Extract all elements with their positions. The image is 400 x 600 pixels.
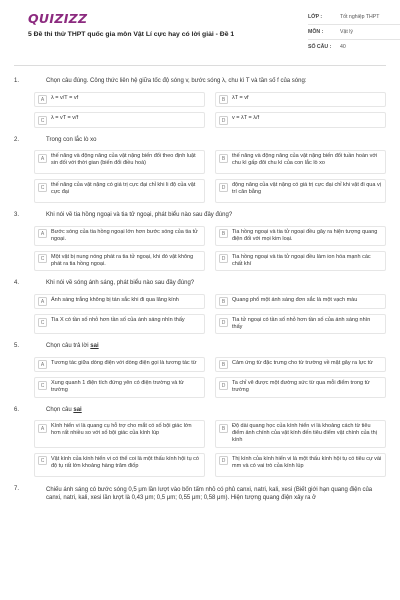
question-number: 2.: [14, 136, 20, 143]
answer-option-c[interactable]: [34, 314, 205, 334]
option-text: Xung quanh 1 điện tích đứng yên có điện trường và từ trường: [51, 380, 184, 394]
meta-value: Tốt nghiệp THPT: [340, 13, 380, 20]
option-letter: B: [219, 229, 228, 238]
question-header: [14, 78, 386, 86]
question-number: 1.: [14, 78, 20, 84]
answer-option-b[interactable]: [215, 420, 386, 447]
answer-option-a[interactable]: [34, 294, 205, 310]
option-letter: A: [38, 297, 47, 306]
question-header: [14, 486, 386, 502]
answer-option-d[interactable]: [215, 377, 386, 397]
question-text: Khi nói về tia hồng ngoại và tia tử ngoại, phát biểu nào sau đây đúng?: [46, 212, 233, 218]
option-text: Ta chỉ vẽ được một đường sức từ qua mỗi điểm trong từ trường: [232, 380, 370, 394]
answer-option-b[interactable]: [215, 226, 386, 246]
meta-value: 40: [340, 44, 346, 51]
option-letter: D: [219, 318, 228, 327]
answer-option-c[interactable]: [34, 377, 205, 397]
quizizz-logo[interactable]: QUIZIZZ: [28, 11, 88, 26]
answer-option-c[interactable]: [34, 179, 205, 203]
question-text: Khi nói về sóng ánh sáng, phát biểu nào sau đây đúng?: [46, 280, 195, 287]
question-number: 7.: [14, 485, 20, 492]
answer-option-d[interactable]: [215, 314, 386, 334]
answer-option-d[interactable]: [215, 112, 386, 128]
question-number: 4.: [14, 280, 20, 287]
question-header: [14, 407, 386, 415]
option-letter: A: [38, 229, 47, 238]
answer-option-b[interactable]: [215, 92, 386, 108]
option-letter: A: [38, 154, 47, 163]
answer-option-c[interactable]: [34, 453, 205, 477]
option-text: λ = v/T = vf: [51, 94, 79, 101]
question-7: [14, 486, 386, 502]
question-text: Chọn câu đúng. Công thức liên hệ giữa tốc độ sóng v, bước sóng λ, chu kì T và tần số f của sóng:: [46, 78, 307, 84]
option-text: Độ dài quang học của kính hiển vi là khoảng cách từ tiêu điểm ảnh chính của vật kính đến tiêu điểm vật chính của thị kính: [232, 423, 377, 444]
option-letter: B: [219, 424, 228, 433]
answer-option-b[interactable]: [215, 357, 386, 373]
answer-option-c[interactable]: [34, 112, 205, 128]
question-4: [14, 280, 386, 334]
answer-option-d[interactable]: [215, 251, 386, 271]
question-header: [14, 280, 386, 288]
question-number: 5.: [14, 343, 20, 350]
question-text-emphasis: sai: [73, 406, 82, 413]
option-letter: B: [219, 360, 228, 369]
question-header: [14, 343, 386, 351]
option-letter: A: [38, 95, 47, 104]
meta-row-grade: [308, 10, 400, 25]
answer-option-a[interactable]: [34, 357, 205, 373]
answer-option-a[interactable]: [34, 92, 205, 108]
meta-value: Vật lý: [340, 28, 353, 35]
option-text: Tia X có tần số nhỏ hơn tần số của ánh sáng nhìn thấy: [51, 317, 185, 324]
meta-row-subject: [308, 25, 400, 40]
option-text: thế năng và động năng của vật nặng biến đổi tuần hoàn với chu kì gấp đôi chu kì của con lắc lò xo: [232, 153, 378, 167]
page-title: 5 Đề thi thử THPT quốc gia môn Vật Lí cực hay có lời giải - Đề 1: [28, 31, 235, 38]
answer-option-d[interactable]: [215, 179, 386, 203]
option-letter: A: [38, 424, 47, 433]
option-letter: B: [219, 154, 228, 163]
option-text: Một vật bị nung nóng phát ra tia tử ngoại, khi đó vật không phát ra tia hồng ngoại.: [51, 253, 194, 267]
answer-option-b[interactable]: [215, 294, 386, 310]
option-text: Vật kính của kính hiển vi có thể coi là một thấu kính hội tụ có độ tụ rất lớn khoảng hàng trăm điốp: [51, 455, 199, 469]
answer-option-a[interactable]: [34, 420, 205, 447]
option-text: v = λT = λ/f: [232, 115, 260, 121]
option-text: Kính hiển vi là quang cụ hỗ trợ cho mắt có số bội giác lớn hơn rất nhiều so với số bội giác của kính lúp: [51, 423, 192, 437]
question-header: [14, 212, 386, 220]
meta-info-box: [308, 10, 400, 55]
answer-option-a[interactable]: [34, 226, 205, 246]
option-text: λT = vf: [232, 94, 249, 101]
option-letter: D: [219, 116, 228, 125]
question-header: [14, 137, 386, 145]
question-number: 3.: [14, 212, 20, 218]
answer-options: [14, 294, 386, 335]
question-text-plain: Chọn câu: [46, 406, 74, 413]
worksheet-header: [14, 0, 386, 66]
option-letter: C: [38, 456, 47, 465]
question-text: Chiếu ánh sáng có bước sóng 0,5 μm lần lượt vào bốn tấm nhỏ có phủ canxi, natri, kali, xesi (Biết giới hạn quang điện của canxi, natri, kali, xesi lần lượt là 0,43 μm; 0,5 μm; 0,55 μm; 0,58 μm). Hiện tượng quang điện xảy ra ở: [46, 486, 373, 501]
answer-options: [14, 92, 386, 128]
option-letter: D: [219, 381, 228, 390]
answer-options: [14, 226, 386, 272]
meta-label: SỐ CÂU :: [308, 44, 332, 51]
question-2: [14, 137, 386, 204]
question-number: 6.: [14, 406, 20, 413]
option-letter: B: [219, 95, 228, 104]
option-text: Bước sóng của tia hồng ngoại lớn hơn bước sóng của tia tử ngoại.: [51, 228, 198, 242]
option-text: Tia hồng ngoại và tia tử ngoại đều làm ion hóa mạnh các chất khí: [232, 253, 371, 267]
answer-option-d[interactable]: [215, 453, 386, 477]
answer-option-c[interactable]: [34, 251, 205, 271]
option-letter: C: [38, 381, 47, 390]
option-text: Cảm ứng từ đặc trưng cho từ trường về mặt gây ra lực từ: [232, 359, 373, 366]
option-letter: C: [38, 183, 47, 192]
question-5: [14, 343, 386, 397]
option-text: thế năng của vật nặng có giá trị cực đại chỉ khi li độ của vật cực đại: [51, 182, 196, 196]
meta-label: LỚP :: [308, 13, 323, 20]
option-text: Thị kính của kính hiển vi là một thấu kính hội tụ có tiêu cự vài mm và có vai trò của kính lúp: [232, 455, 382, 469]
answer-options: [14, 357, 386, 398]
option-letter: D: [219, 254, 228, 263]
option-letter: A: [38, 360, 47, 369]
question-text-emphasis: sai: [90, 343, 99, 350]
question-text: [46, 343, 386, 351]
meta-row-count: [308, 40, 400, 55]
option-text: Ánh sáng trắng không bị tán sắc khi đi qua lăng kính: [51, 296, 179, 303]
option-text: Quang phổ một ánh sáng đơn sắc là một vạch màu: [232, 296, 358, 303]
question-6: [14, 407, 386, 477]
option-text: Tia hồng ngoại và tia tử ngoại đều gây ra hiện tượng quang điện đối với mọi kim loại.: [232, 228, 378, 242]
option-letter: C: [38, 318, 47, 327]
meta-label: MÔN :: [308, 28, 324, 35]
option-text: thế năng và động năng của vật nặng biến đổi theo định luật sin đối với thời gian (biến đổi điều hoà): [51, 153, 196, 167]
option-text: λ = vT = v/f: [51, 115, 79, 121]
answer-options: [14, 420, 386, 476]
option-text: Tia tử ngoại có tần số nhỏ hơn tần số của ánh sáng nhìn thấy: [232, 317, 371, 331]
question-text: Trong con lắc lò xo: [46, 136, 97, 143]
option-text: Tương tác giữa dòng điện với dòng điện gọi là tương tác từ: [51, 359, 197, 366]
option-letter: C: [38, 116, 47, 125]
option-letter: B: [219, 297, 228, 306]
answer-option-b[interactable]: [215, 150, 386, 174]
option-letter: C: [38, 254, 47, 263]
option-letter: D: [219, 183, 228, 192]
option-text: động năng của vật nặng có giá trị cực đại chỉ khi vật đi qua vị trí cân bằng: [232, 182, 381, 196]
question-list: [14, 66, 386, 502]
question-text-plain: Chọn câu trả lời: [46, 343, 91, 350]
question-1: [14, 78, 386, 128]
question-text: [46, 407, 386, 415]
answer-option-a[interactable]: [34, 150, 205, 174]
question-3: [14, 212, 386, 271]
answer-options: [14, 150, 386, 203]
option-letter: D: [219, 456, 228, 465]
